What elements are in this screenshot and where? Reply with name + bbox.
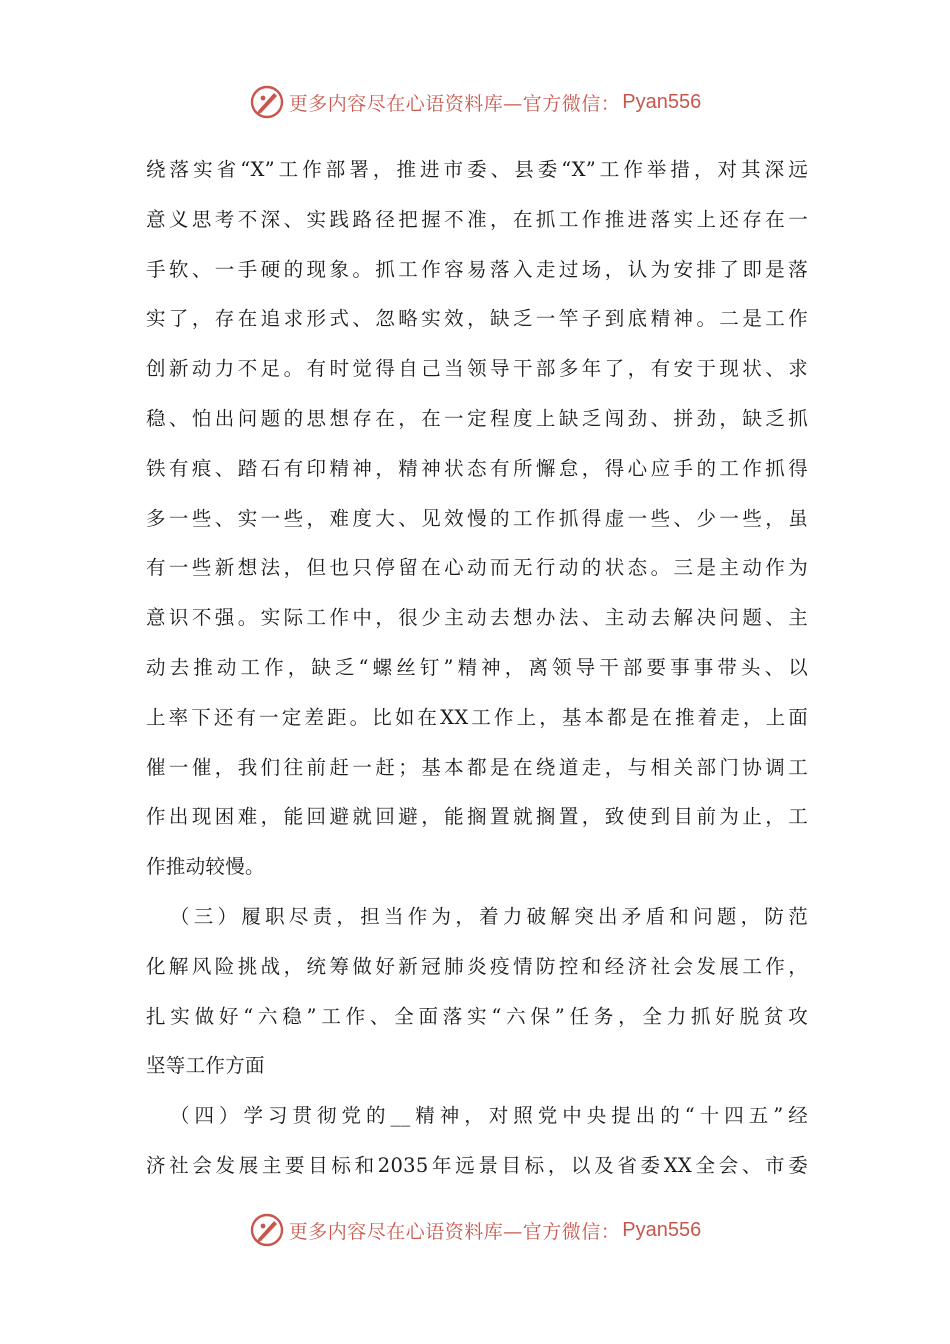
- text-line: 动去推动工作，缺乏“螺丝钉”精神，离领导干部要事事带头、以: [146, 655, 808, 679]
- text-line: 作推动较慢。: [146, 855, 265, 879]
- watermark-text: 更多内容尽在心语资料库—官方微信：: [288, 1220, 621, 1243]
- text-line: 创新动力不足。有时觉得自己当领导干部多年了，有安于现状、求: [146, 357, 808, 381]
- section-heading-line: （三）履职尽责，担当作为，着力破解突出矛盾和问题，防范: [170, 904, 808, 928]
- text-line: 稳、怕出问题的思想存在，在一定程度上缺乏闯劲、拼劲，缺乏抓: [146, 406, 808, 430]
- pen-logo-icon: [249, 84, 285, 120]
- text-line: 上率下还有一定差距。比如在XX工作上，基本都是在推着走，上面: [146, 705, 808, 729]
- text-line: 化解风险挑战，统筹做好新冠肺炎疫情防控和经济社会发展工作，: [146, 954, 808, 978]
- paragraph-2: [146, 892, 808, 1091]
- text-line: 铁有痕、踏石有印精神，精神状态有所懈怠，得心应手的工作抓得: [146, 456, 808, 480]
- text-line: 有一些新想法，但也只停留在心动而无行动的状态。三是主动作为: [146, 556, 808, 580]
- text-line: 实了，存在追求形式、忽略实效，缺乏一竿子到底精神。二是工作: [146, 307, 808, 331]
- text-line: 催一催，我们往前赶一赶；基本都是在绕道走，与相关部门协调工: [146, 755, 808, 779]
- text-line: 多一些、实一些，难度大、见效慢的工作抓得虚一些、少一些，虽: [146, 506, 808, 530]
- text-line: 扎实做好“六稳”工作、全面落实“六保”任务，全力抓好脱贫攻: [146, 1004, 808, 1028]
- section-heading-line: （四）学习贯彻党的__精神，对照党中央提出的“十四五”经: [170, 1104, 808, 1128]
- watermark-text: 更多内容尽在心语资料库—官方微信：: [288, 92, 621, 115]
- paragraph-1: [146, 145, 808, 892]
- paragraph-3: [146, 1091, 808, 1191]
- text-line: 手软、一手硬的现象。抓工作容易落入走过场，认为安排了即是落: [146, 257, 808, 281]
- watermark-id: Pyan556: [622, 1218, 702, 1241]
- document-body: [146, 145, 808, 1191]
- text-line: 绕落实省“X”工作部署，推进市委、县委“X”工作举措，对其深远: [146, 158, 808, 181]
- text-line: 坚等工作方面: [146, 1054, 265, 1078]
- text-line: 作出现困难，能回避就回避，能搁置就搁置，致使到目前为止，工: [146, 805, 808, 829]
- pen-logo-icon: [249, 1212, 285, 1248]
- text-line: 意义思考不深、实践路径把握不准，在抓工作推进落实上还存在一: [146, 207, 808, 231]
- watermark-id: Pyan556: [622, 90, 702, 113]
- watermark-banner-bottom: [0, 1208, 950, 1252]
- watermark-banner-top: [0, 80, 950, 124]
- text-line: 济社会发展主要目标和2035年远景目标，以及省委XX全会、市委: [146, 1153, 808, 1177]
- text-line: 意识不强。实际工作中，很少主动去想办法、主动去解决问题、主: [146, 606, 808, 630]
